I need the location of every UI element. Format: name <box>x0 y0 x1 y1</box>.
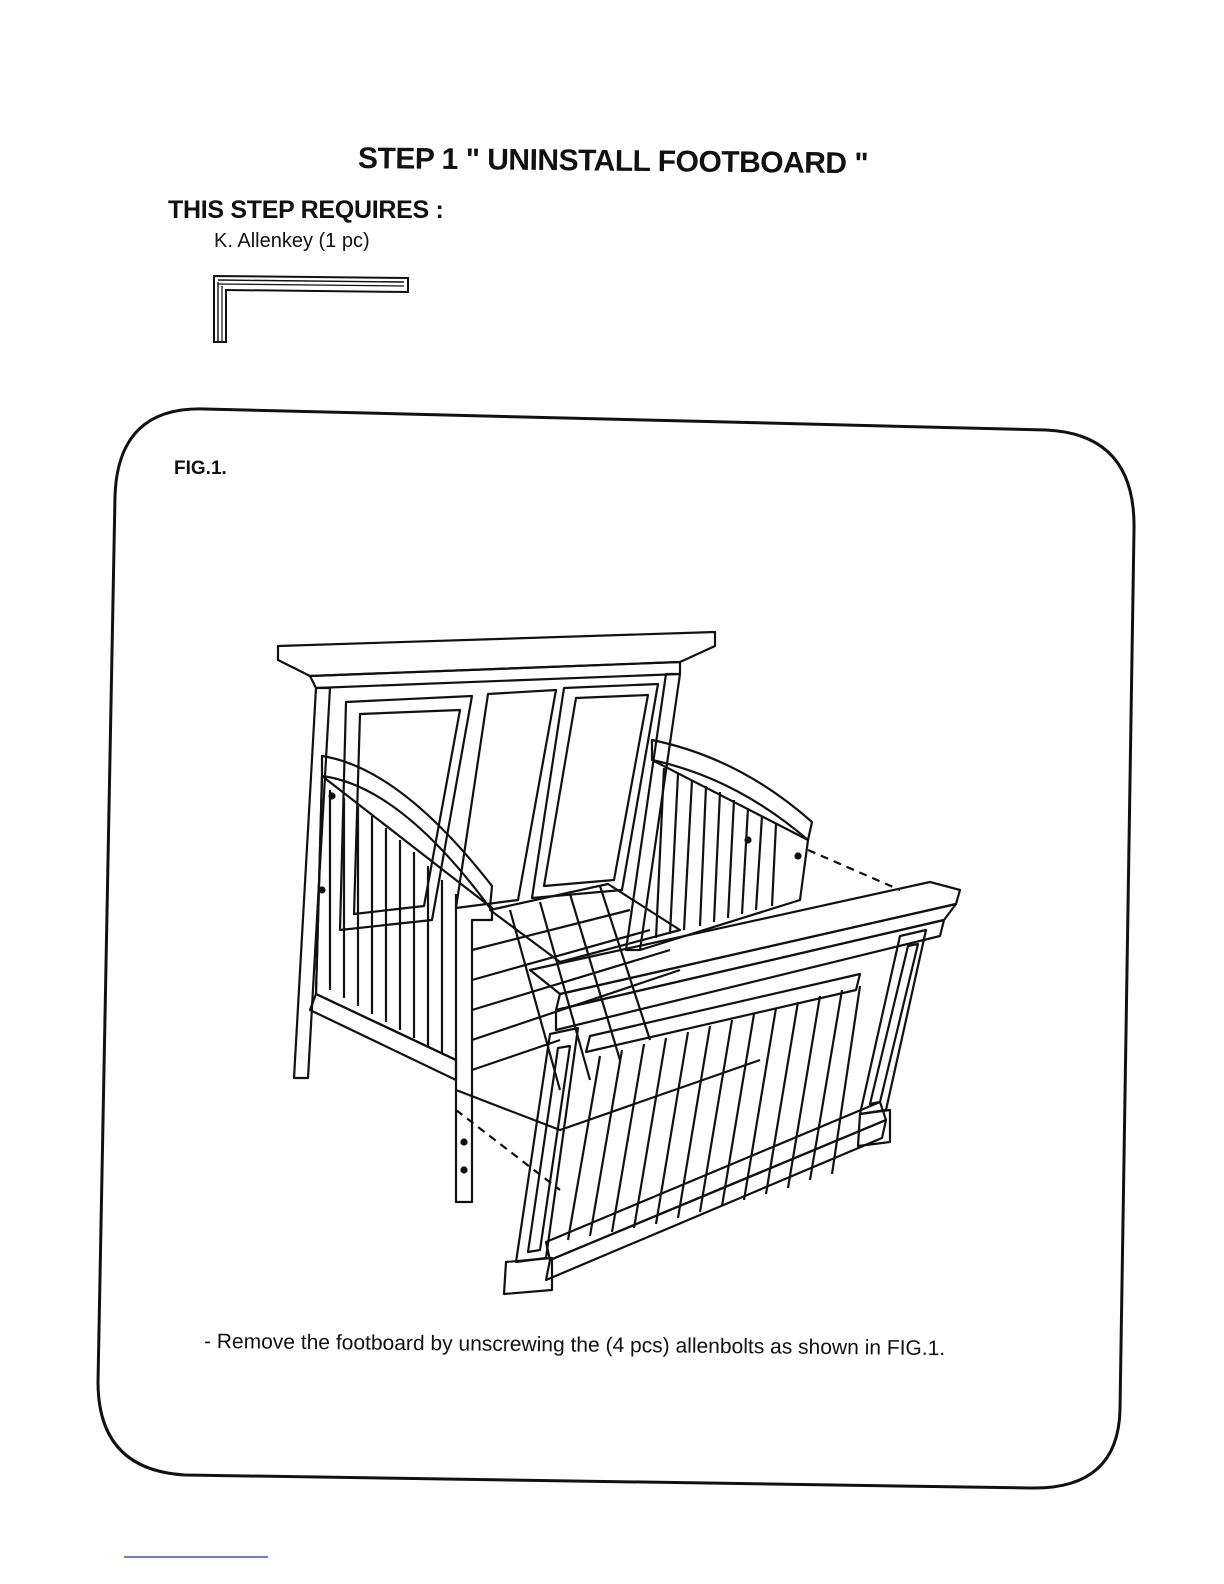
part-item-allenkey: K. Allenkey (1 pc) <box>214 230 370 252</box>
figure-label: FIG.1. <box>174 458 227 479</box>
scan-artifact-line <box>124 1556 268 1558</box>
requirements-heading: THIS STEP REQUIRES : <box>168 196 444 224</box>
crib-icon <box>260 590 980 1310</box>
step-title: STEP 1 " UNINSTALL FOOTBOARD " <box>357 142 869 181</box>
instruction-text: - Remove the footboard by unscrewing the (4 pcs) allenbolts as shown in FIG.1. <box>203 1330 946 1361</box>
